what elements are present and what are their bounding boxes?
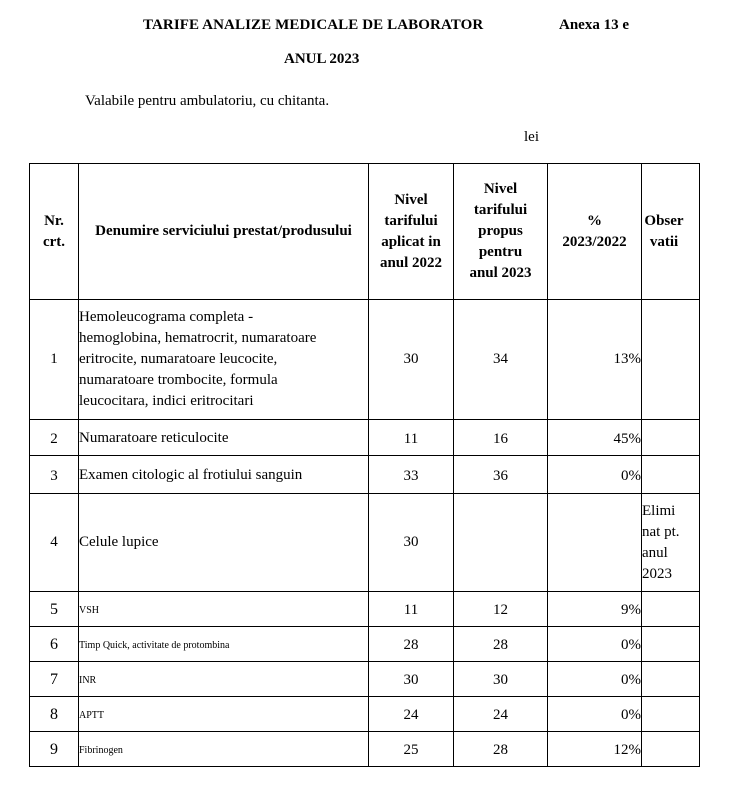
row-notes — [642, 420, 700, 456]
row-tariff-2023: 36 — [454, 456, 548, 494]
row-tariff-2023 — [454, 494, 548, 592]
table-row — [30, 697, 700, 732]
row-percent: 0% — [548, 627, 642, 662]
row-percent — [548, 494, 642, 592]
row-tariff-2023: 34 — [454, 300, 548, 420]
row-nr: 4 — [30, 494, 79, 592]
row-notes — [642, 592, 700, 627]
row-percent: 0% — [548, 697, 642, 732]
document-subtitle: ANUL 2023 — [284, 51, 360, 67]
column-header-notes: Obser vatii — [642, 164, 700, 300]
row-notes: Elimi nat pt. anul 2023 — [642, 494, 700, 592]
row-tariff-2022: 28 — [369, 627, 454, 662]
table-row — [30, 662, 700, 697]
row-tariff-2022: 30 — [369, 662, 454, 697]
row-name: Fibrinogen — [79, 732, 369, 767]
row-name: Celule lupice — [79, 494, 369, 592]
row-name: INR — [79, 662, 369, 697]
row-tariff-2022: 30 — [369, 300, 454, 420]
row-tariff-2022: 11 — [369, 420, 454, 456]
row-tariff-2022: 30 — [369, 494, 454, 592]
row-tariff-2022: 33 — [369, 456, 454, 494]
row-tariff-2023: 12 — [454, 592, 548, 627]
row-percent: 0% — [548, 456, 642, 494]
row-notes — [642, 732, 700, 767]
row-nr: 7 — [30, 662, 79, 697]
column-header-tariff-2023: Nivel tarifului propus pentru anul 2023 — [454, 164, 548, 300]
currency-unit: lei — [524, 129, 539, 145]
row-notes — [642, 300, 700, 420]
row-percent: 13% — [548, 300, 642, 420]
table-row — [30, 732, 700, 767]
table-header-row — [30, 164, 700, 300]
column-header-percent: % 2023/2022 — [548, 164, 642, 300]
table-row — [30, 420, 700, 456]
table-row — [30, 627, 700, 662]
row-notes — [642, 662, 700, 697]
annex-label: Anexa 13 e — [559, 17, 629, 33]
row-nr: 6 — [30, 627, 79, 662]
row-percent: 45% — [548, 420, 642, 456]
row-percent: 9% — [548, 592, 642, 627]
row-nr: 5 — [30, 592, 79, 627]
document-title: TARIFE ANALIZE MEDICALE DE LABORATOR — [143, 17, 484, 33]
row-name: Hemoleucograma completa - hemoglobina, hematrocrit, numaratoare eritrocite, numaratoare leucocite, numaratoare trombocite, formula leucocitara, indici eritrocitari — [79, 300, 369, 420]
column-header-name: Denumire serviciului prestat/produsului — [79, 164, 369, 300]
row-name: Numaratoare reticulocite — [79, 420, 369, 456]
row-nr: 8 — [30, 697, 79, 732]
column-header-tariff-2022: Nivel tarifului aplicat in anul 2022 — [369, 164, 454, 300]
row-tariff-2023: 16 — [454, 420, 548, 456]
row-nr: 3 — [30, 456, 79, 494]
table-row — [30, 300, 700, 420]
table-row — [30, 494, 700, 592]
row-tariff-2023: 28 — [454, 732, 548, 767]
row-nr: 1 — [30, 300, 79, 420]
row-tariff-2022: 11 — [369, 592, 454, 627]
row-tariff-2023: 28 — [454, 627, 548, 662]
tariff-table — [29, 163, 700, 767]
row-name: Timp Quick, activitate de protombina — [79, 627, 369, 662]
row-percent: 0% — [548, 662, 642, 697]
row-nr: 9 — [30, 732, 79, 767]
row-tariff-2023: 24 — [454, 697, 548, 732]
row-name: APTT — [79, 697, 369, 732]
row-name: VSH — [79, 592, 369, 627]
row-tariff-2023: 30 — [454, 662, 548, 697]
validity-note: Valabile pentru ambulatoriu, cu chitanta. — [85, 93, 330, 109]
row-notes — [642, 697, 700, 732]
table-row — [30, 592, 700, 627]
row-percent: 12% — [548, 732, 642, 767]
row-name: Examen citologic al frotiului sanguin — [79, 456, 369, 494]
row-tariff-2022: 24 — [369, 697, 454, 732]
row-notes — [642, 627, 700, 662]
row-notes — [642, 456, 700, 494]
table-row — [30, 456, 700, 494]
row-tariff-2022: 25 — [369, 732, 454, 767]
column-header-nr: Nr. crt. — [30, 164, 79, 300]
row-nr: 2 — [30, 420, 79, 456]
